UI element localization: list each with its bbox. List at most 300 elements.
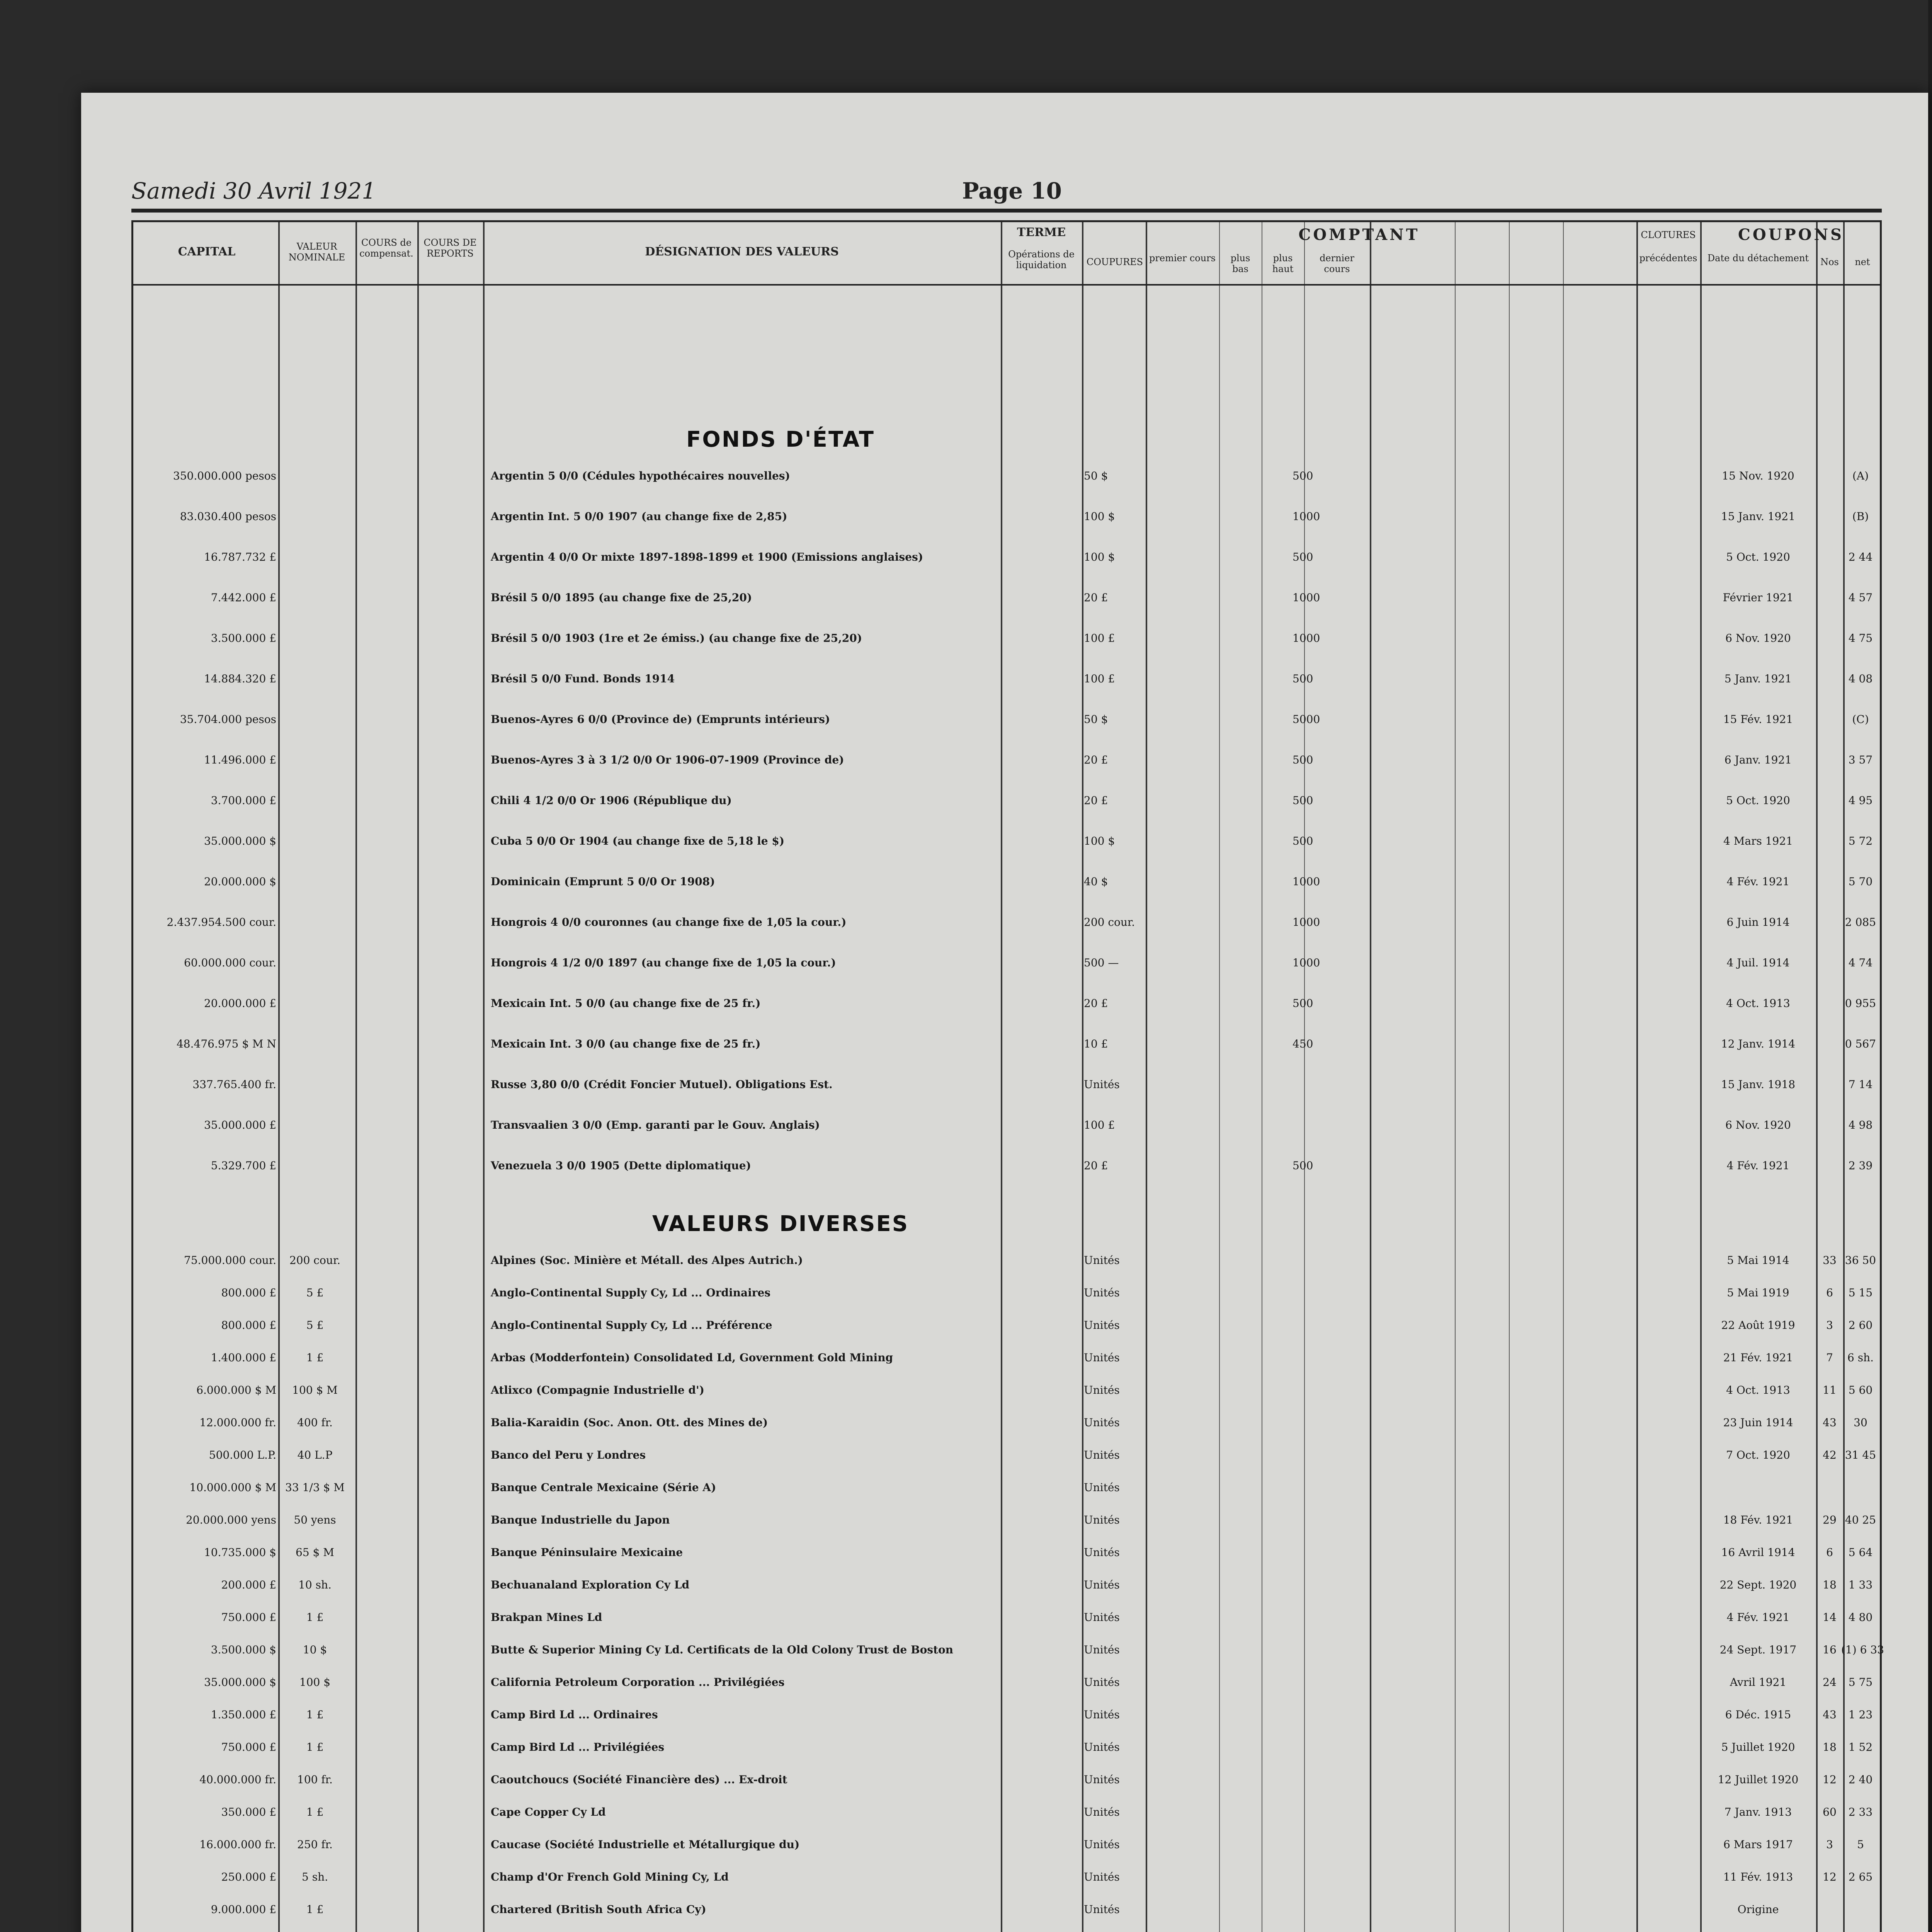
cell-designation: Venezuela 3 0/0 1905 (Dette diplomatique) — [491, 1159, 751, 1172]
cell-coupures: Unités — [1084, 1903, 1120, 1916]
col-cours-compensation: COURS de compensat. — [359, 237, 413, 259]
table-row — [133, 672, 1880, 696]
cell-dernier: 5000 — [1293, 713, 1320, 726]
cell-net: 5 72 — [1848, 835, 1873, 847]
cell-capital: 750.000 £ — [221, 1741, 276, 1753]
cell-capital: 350.000 £ — [221, 1806, 276, 1818]
col-plus-haut: plus haut — [1272, 253, 1294, 274]
cell-net: 4 80 — [1848, 1611, 1873, 1624]
cell-net: 5 60 — [1848, 1384, 1873, 1396]
cell-capital: 20.000.000 $ — [204, 875, 276, 888]
cell-net: 7 14 — [1848, 1078, 1873, 1091]
cell-no: 3 — [1826, 1319, 1833, 1332]
cell-date: 6 Déc. 1915 — [1725, 1708, 1791, 1721]
table-row — [133, 1611, 1880, 1634]
table-row — [133, 1078, 1880, 1101]
section-valeurs-diverses: VALEURS DIVERSES — [652, 1211, 909, 1236]
cell-net: 4 98 — [1848, 1119, 1873, 1131]
cell-coupures: 100 £ — [1084, 1119, 1115, 1131]
cell-dernier: 500 — [1293, 997, 1313, 1010]
cell-no: 33 — [1823, 1254, 1837, 1267]
cell-capital: 800.000 £ — [221, 1286, 276, 1299]
cell-nominale: 100 $ M — [292, 1384, 338, 1396]
cell-capital: 35.000.000 £ — [204, 1119, 276, 1131]
cell-capital: 200.000 £ — [221, 1578, 276, 1591]
cell-designation: Mexicain Int. 5 0/0 (au change fixe de 25 fr.) — [491, 997, 761, 1010]
cell-date: 6 Nov. 1920 — [1725, 1119, 1791, 1131]
cell-designation: Russe 3,80 0/0 (Crédit Foncier Mutuel). Obligations Est. — [491, 1078, 833, 1091]
col-dernier-cours: dernier cours — [1320, 253, 1354, 274]
cell-capital: 35.000.000 $ — [204, 835, 276, 847]
cell-designation: Mexicain Int. 3 0/0 (au change fixe de 25 fr.) — [491, 1037, 761, 1050]
cell-coupures: Unités — [1084, 1773, 1120, 1786]
cell-date: 12 Janv. 1914 — [1721, 1037, 1796, 1050]
col-nos: Nos — [1820, 257, 1839, 267]
table-row — [133, 997, 1880, 1020]
cell-coupures: 20 £ — [1084, 753, 1108, 766]
col-cours-reports: COURS DE REPORTS — [423, 237, 477, 259]
cell-date: 6 Juin 1914 — [1726, 916, 1790, 929]
cell-designation: Hongrois 4 1/2 0/0 1897 (au change fixe de 1,05 la cour.) — [491, 956, 836, 969]
cell-dernier: 1000 — [1293, 632, 1320, 645]
cell-capital: 3.700.000 £ — [211, 794, 276, 807]
cell-date: 4 Fév. 1921 — [1726, 1611, 1790, 1624]
cell-date: 15 Fév. 1921 — [1723, 713, 1793, 726]
table-row — [133, 1773, 1880, 1796]
cell-date: 4 Fév. 1921 — [1726, 1159, 1790, 1172]
cell-net: 31 45 — [1845, 1449, 1876, 1461]
cell-capital: 5.329.700 £ — [211, 1159, 276, 1172]
cell-dernier: 500 — [1293, 835, 1313, 847]
col-date-detachement: Date du détachement — [1707, 253, 1809, 264]
col-coupures: COUPURES — [1086, 257, 1143, 267]
cell-designation: Dominicain (Emprunt 5 0/0 Or 1908) — [491, 875, 715, 888]
cell-dernier: 1000 — [1293, 956, 1320, 969]
cell-designation: Buenos-Ayres 6 0/0 (Province de) (Emprunts intérieurs) — [491, 713, 830, 726]
cell-coupures: 20 £ — [1084, 1159, 1108, 1172]
cell-dernier: 1000 — [1293, 875, 1320, 888]
table-row — [133, 1578, 1880, 1602]
cell-designation: Brésil 5 0/0 1895 (au change fixe de 25,20) — [491, 591, 752, 604]
cell-capital: 75.000.000 cour. — [184, 1254, 276, 1267]
header-date: Samedi 30 Avril 1921 — [131, 178, 376, 204]
table-row — [133, 956, 1880, 980]
cell-net: 1 52 — [1848, 1741, 1873, 1753]
cell-capital: 20.000.000 £ — [204, 997, 276, 1010]
cell-coupures: Unités — [1084, 1481, 1120, 1494]
cell-capital: 350.000.000 pesos — [173, 469, 276, 482]
cell-date: Février 1921 — [1723, 591, 1794, 604]
cell-nominale: 1 £ — [306, 1708, 324, 1721]
table-row — [133, 1643, 1884, 1667]
cell-coupures: Unités — [1084, 1643, 1120, 1656]
table-row — [133, 1514, 1880, 1537]
cell-designation: Banque Centrale Mexicaine (Série A) — [491, 1481, 716, 1494]
cell-designation: Alpines (Soc. Minière et Métall. des Alpes Autrich.) — [491, 1254, 803, 1267]
table-row — [133, 1449, 1880, 1472]
table-row — [133, 1286, 1880, 1310]
cell-designation: Balia-Karaidin (Soc. Anon. Ott. des Mines de) — [491, 1416, 768, 1429]
cell-designation: Bechuanaland Exploration Cy Ld — [491, 1578, 690, 1591]
cell-coupures: 20 £ — [1084, 591, 1108, 604]
cell-no: 18 — [1823, 1578, 1837, 1591]
cell-designation: Brakpan Mines Ld — [491, 1611, 602, 1624]
cell-date: Origine — [1737, 1903, 1779, 1916]
cell-date: 6 Mars 1917 — [1723, 1838, 1793, 1851]
table-row — [133, 1037, 1880, 1061]
cell-date: 5 Mai 1914 — [1727, 1254, 1789, 1267]
quotation-table — [131, 220, 1882, 1932]
table-row — [133, 1806, 1880, 1829]
cell-dernier: 500 — [1293, 551, 1313, 563]
cell-net: 2 39 — [1848, 1159, 1873, 1172]
cell-coupures: 40 $ — [1084, 875, 1108, 888]
cell-net: 4 57 — [1848, 591, 1873, 604]
cell-coupures: 20 £ — [1084, 794, 1108, 807]
cell-no: 6 — [1826, 1286, 1833, 1299]
cell-capital: 3.500.000 $ — [211, 1643, 276, 1656]
cell-coupures: Unités — [1084, 1676, 1120, 1689]
cell-date: 22 Sept. 1920 — [1719, 1578, 1797, 1591]
cell-date: 5 Juillet 1920 — [1721, 1741, 1795, 1753]
cell-coupures: Unités — [1084, 1546, 1120, 1559]
cell-nominale: 40 L.P — [297, 1449, 333, 1461]
col-designation: DÉSIGNATION DES VALEURS — [645, 245, 839, 259]
cell-date: 4 Fév. 1921 — [1726, 875, 1790, 888]
cell-dernier: 500 — [1293, 1159, 1313, 1172]
table-row — [133, 1676, 1880, 1699]
cell-net: 5 — [1857, 1838, 1864, 1851]
cell-date: 5 Janv. 1921 — [1724, 672, 1792, 685]
cell-nominale: 50 yens — [294, 1514, 336, 1526]
cell-capital: 12.000.000 fr. — [199, 1416, 276, 1429]
cell-no: 18 — [1823, 1741, 1837, 1753]
table-row — [133, 1254, 1880, 1277]
cell-net: (C) — [1852, 713, 1869, 726]
cell-designation: Chili 4 1/2 0/0 Or 1906 (République du) — [491, 794, 732, 807]
cell-net: 2 44 — [1848, 551, 1873, 563]
cell-nominale: 1 £ — [306, 1741, 324, 1753]
header-page-number: Page 10 — [962, 178, 1062, 204]
cell-coupures: Unités — [1084, 1578, 1120, 1591]
cell-designation: Caoutchoucs (Société Financière des) ... Ex-droit — [491, 1773, 787, 1786]
cell-dernier: 450 — [1293, 1037, 1313, 1050]
cell-nominale: 100 fr. — [297, 1773, 333, 1786]
cell-date: 24 Sept. 1917 — [1719, 1643, 1797, 1656]
cell-designation: Atlixco (Compagnie Industrielle d') — [491, 1384, 704, 1396]
cell-nominale: 33 1/3 $ M — [285, 1481, 345, 1494]
cell-net: 30 — [1854, 1416, 1867, 1429]
cell-designation: Cape Copper Cy Ld — [491, 1806, 606, 1818]
cell-designation: Argentin 5 0/0 (Cédules hypothécaires nouvelles) — [491, 469, 790, 482]
cell-dernier: 500 — [1293, 672, 1313, 685]
cell-designation: Hongrois 4 0/0 couronnes (au change fixe de 1,05 la cour.) — [491, 916, 847, 929]
cell-coupures: Unités — [1084, 1611, 1120, 1624]
cell-date: Avril 1921 — [1730, 1676, 1787, 1689]
cell-designation: Banque Industrielle du Japon — [491, 1514, 670, 1526]
cell-net: 1 33 — [1848, 1578, 1873, 1591]
cell-designation: Camp Bird Ld ... Privilégiées — [491, 1741, 665, 1753]
cell-nominale: 5 sh. — [301, 1871, 328, 1883]
cell-capital: 1.350.000 £ — [211, 1708, 276, 1721]
cell-date: 7 Janv. 1913 — [1724, 1806, 1792, 1818]
cell-nominale: 1 £ — [306, 1611, 324, 1624]
cell-capital: 20.000.000 yens — [185, 1514, 276, 1526]
cell-date: 6 Nov. 1920 — [1725, 632, 1791, 645]
cell-capital: 2.437.954.500 cour. — [167, 916, 276, 929]
table-row — [133, 1546, 1880, 1569]
cell-no: 16 — [1823, 1643, 1837, 1656]
cell-net: 5 70 — [1848, 875, 1873, 888]
table-row — [133, 1119, 1880, 1142]
table-row — [133, 510, 1880, 533]
col-valeur-nominale: VALEUR NOMINALE — [288, 241, 345, 263]
col-comptant: COMPTANT — [1298, 226, 1420, 244]
table-row — [133, 794, 1880, 817]
cell-coupures: Unités — [1084, 1351, 1120, 1364]
cell-coupures: 100 $ — [1084, 551, 1115, 563]
table-row — [133, 1351, 1880, 1374]
cell-designation: California Petroleum Corporation ... Privilégiées — [491, 1676, 785, 1689]
cell-coupures: 20 £ — [1084, 997, 1108, 1010]
table-row — [133, 1741, 1880, 1764]
cell-capital: 40.000.000 fr. — [199, 1773, 276, 1786]
cell-coupures: 50 $ — [1084, 713, 1108, 726]
cell-capital: 1.400.000 £ — [211, 1351, 276, 1364]
col-precedentes: précédentes — [1639, 253, 1697, 264]
col-capital: CAPITAL — [178, 245, 236, 259]
cell-capital: 35.000.000 $ — [204, 1676, 276, 1689]
table-row — [133, 713, 1880, 736]
cell-net: 5 75 — [1848, 1676, 1873, 1689]
cell-date: 4 Oct. 1913 — [1726, 1384, 1790, 1396]
cell-capital: 16.000.000 fr. — [199, 1838, 276, 1851]
cell-no: 42 — [1823, 1449, 1837, 1461]
cell-date: 11 Fév. 1913 — [1723, 1871, 1793, 1883]
cell-net: 2 65 — [1848, 1871, 1873, 1883]
cell-date: 15 Nov. 1920 — [1722, 469, 1794, 482]
table-row — [133, 1319, 1880, 1342]
cell-capital: 35.704.000 pesos — [180, 713, 276, 726]
cell-capital: 83.030.400 pesos — [180, 510, 276, 523]
cell-net: 2 60 — [1848, 1319, 1873, 1332]
cell-no: 11 — [1823, 1384, 1837, 1396]
cell-capital: 48.476.975 $ M N — [176, 1037, 276, 1050]
cell-net: 2 33 — [1848, 1806, 1873, 1818]
cell-coupures: Unités — [1084, 1286, 1120, 1299]
cell-capital: 337.765.400 fr. — [192, 1078, 276, 1091]
table-row — [133, 1416, 1880, 1439]
header-bottom-rule — [133, 284, 1880, 286]
col-clotures: CLOTURES — [1641, 230, 1696, 240]
cell-coupures: 100 $ — [1084, 835, 1115, 847]
cell-coupures: 100 £ — [1084, 672, 1115, 685]
cell-capital: 6.000.000 $ M — [196, 1384, 276, 1396]
cell-coupures: Unités — [1084, 1838, 1120, 1851]
table-row — [133, 1384, 1880, 1407]
cell-designation: Cuba 5 0/0 Or 1904 (au change fixe de 5,18 le $) — [491, 835, 785, 847]
cell-no: 29 — [1823, 1514, 1837, 1526]
table-row — [133, 1481, 1880, 1504]
cell-coupures: Unités — [1084, 1514, 1120, 1526]
cell-date: 22 Août 1919 — [1721, 1319, 1795, 1332]
table-row — [133, 551, 1880, 574]
cell-net: 4 95 — [1848, 794, 1873, 807]
cell-dernier: 1000 — [1293, 916, 1320, 929]
cell-no: 43 — [1823, 1416, 1837, 1429]
table-row — [133, 1159, 1880, 1182]
cell-no: 43 — [1823, 1708, 1837, 1721]
cell-designation: Caucase (Société Industrielle et Métallurgique du) — [491, 1838, 800, 1851]
cell-capital: 16.787.732 £ — [204, 551, 276, 563]
col-plus-bas: plus bas — [1230, 253, 1250, 274]
cell-net: 1 23 — [1848, 1708, 1873, 1721]
table-row — [133, 835, 1880, 858]
cell-dernier: 500 — [1293, 794, 1313, 807]
cell-net: 4 08 — [1848, 672, 1873, 685]
table-row — [133, 1708, 1880, 1731]
cell-coupures: Unités — [1084, 1741, 1120, 1753]
table-row — [133, 916, 1880, 939]
cell-net: (A) — [1852, 469, 1869, 482]
cell-net: 0 567 — [1845, 1037, 1876, 1050]
cell-nominale: 10 sh. — [298, 1578, 332, 1591]
cell-nominale: 250 fr. — [297, 1838, 333, 1851]
cell-capital: 7.442.000 £ — [211, 591, 276, 604]
cell-no: 12 — [1823, 1871, 1837, 1883]
cell-coupures: 100 £ — [1084, 632, 1115, 645]
cell-net: 0 955 — [1845, 997, 1876, 1010]
cell-date: 7 Oct. 1920 — [1726, 1449, 1790, 1461]
newspaper-page — [81, 93, 1928, 1932]
cell-coupures: Unités — [1084, 1449, 1120, 1461]
header-rule — [131, 209, 1882, 213]
cell-coupures: Unités — [1084, 1416, 1120, 1429]
cell-dernier: 1000 — [1293, 510, 1320, 523]
cell-nominale: 100 $ — [299, 1676, 331, 1689]
cell-date: 5 Oct. 1920 — [1726, 794, 1790, 807]
cell-designation: Banque Péninsulaire Mexicaine — [491, 1546, 683, 1559]
cell-net: 40 25 — [1845, 1514, 1876, 1526]
cell-coupures: 10 £ — [1084, 1037, 1108, 1050]
cell-designation: Argentin 4 0/0 Or mixte 1897-1898-1899 et 1900 (Emissions anglaises) — [491, 551, 923, 563]
cell-coupures: Unités — [1084, 1708, 1120, 1721]
cell-capital: 250.000 £ — [221, 1871, 276, 1883]
cell-date: 5 Oct. 1920 — [1726, 551, 1790, 563]
cell-date: 4 Juil. 1914 — [1726, 956, 1790, 969]
cell-coupures: 100 $ — [1084, 510, 1115, 523]
cell-capital: 60.000.000 cour. — [184, 956, 276, 969]
cell-designation: Argentin Int. 5 0/0 1907 (au change fixe de 2,85) — [491, 510, 787, 523]
cell-capital: 11.496.000 £ — [204, 753, 276, 766]
cell-date: 15 Janv. 1921 — [1721, 510, 1796, 523]
table-row — [133, 1903, 1880, 1926]
cell-capital: 500.000 L.P. — [209, 1449, 276, 1461]
cell-designation: Chartered (British South Africa Cy) — [491, 1903, 706, 1916]
cell-nominale: 5 £ — [306, 1286, 324, 1299]
cell-no: 14 — [1823, 1611, 1837, 1624]
cell-nominale: 200 cour. — [289, 1254, 341, 1267]
cell-date: 6 Janv. 1921 — [1724, 753, 1792, 766]
cell-net: 5 64 — [1848, 1546, 1873, 1559]
cell-nominale: 1 £ — [306, 1903, 324, 1916]
table-row — [133, 469, 1880, 493]
cell-date: 4 Oct. 1913 — [1726, 997, 1790, 1010]
scanner-spine — [0, 0, 81, 1932]
cell-no: 60 — [1823, 1806, 1837, 1818]
cell-net: 3 57 — [1848, 753, 1873, 766]
table-row — [133, 753, 1880, 777]
cell-date: 23 Juin 1914 — [1723, 1416, 1793, 1429]
cell-designation: Brésil 5 0/0 Fund. Bonds 1914 — [491, 672, 675, 685]
scanner-edge — [1928, 0, 1932, 1932]
table-row — [133, 632, 1880, 655]
cell-designation: Butte & Superior Mining Cy Ld. Certificats de la Old Colony Trust de Boston — [491, 1643, 954, 1656]
section-fonds-etat: FONDS D'ÉTAT — [686, 427, 875, 452]
cell-net: (1) 6 33 — [1841, 1643, 1884, 1656]
cell-date: 18 Fév. 1921 — [1723, 1514, 1793, 1526]
cell-dernier: 1000 — [1293, 591, 1320, 604]
cell-designation: Brésil 5 0/0 1903 (1re et 2e émiss.) (au change fixe de 25,20) — [491, 632, 862, 645]
cell-capital: 10.000.000 $ M — [189, 1481, 276, 1494]
cell-no: 12 — [1823, 1773, 1837, 1786]
cell-capital: 3.500.000 £ — [211, 632, 276, 645]
table-row — [133, 1871, 1880, 1894]
table-row — [133, 591, 1880, 614]
col-terme: TERME — [1017, 226, 1066, 239]
table-row — [133, 1838, 1880, 1861]
cell-net: 4 75 — [1848, 632, 1873, 645]
cell-no: 24 — [1823, 1676, 1837, 1689]
cell-nominale: 65 $ M — [296, 1546, 334, 1559]
cell-net: 2 40 — [1848, 1773, 1873, 1786]
cell-no: 6 — [1826, 1546, 1833, 1559]
cell-net: 6 sh. — [1847, 1351, 1874, 1364]
cell-designation: Anglo-Continental Supply Cy, Ld ... Ordinaires — [491, 1286, 771, 1299]
cell-coupures: 200 cour. — [1084, 916, 1135, 929]
cell-nominale: 400 fr. — [297, 1416, 333, 1429]
cell-designation: Anglo-Continental Supply Cy, Ld ... Préférence — [491, 1319, 772, 1332]
cell-coupures: Unités — [1084, 1319, 1120, 1332]
col-operations: Opérations de liquidation — [1008, 249, 1075, 270]
table-row — [133, 875, 1880, 898]
cell-net: 5 15 — [1848, 1286, 1873, 1299]
cell-dernier: 500 — [1293, 469, 1313, 482]
cell-coupures: Unités — [1084, 1078, 1120, 1091]
cell-capital: 14.884.320 £ — [204, 672, 276, 685]
cell-designation: Arbas (Modderfontein) Consolidated Ld, Government Gold Mining — [491, 1351, 893, 1364]
cell-designation: Banco del Peru y Londres — [491, 1449, 646, 1461]
cell-designation: Transvaalien 3 0/0 (Emp. garanti par le Gouv. Anglais) — [491, 1119, 820, 1131]
cell-nominale: 1 £ — [306, 1351, 324, 1364]
cell-coupures: 500 — — [1084, 956, 1119, 969]
col-net: net — [1855, 257, 1870, 267]
cell-coupures: 50 $ — [1084, 469, 1108, 482]
cell-date: 12 Juillet 1920 — [1718, 1773, 1799, 1786]
cell-dernier: 500 — [1293, 753, 1313, 766]
cell-designation: Buenos-Ayres 3 à 3 1/2 0/0 Or 1906-07-1909 (Province de) — [491, 753, 844, 766]
cell-coupures: Unités — [1084, 1254, 1120, 1267]
cell-net: 36 50 — [1845, 1254, 1876, 1267]
cell-net: 4 74 — [1848, 956, 1873, 969]
cell-nominale: 1 £ — [306, 1806, 324, 1818]
cell-date: 5 Mai 1919 — [1727, 1286, 1789, 1299]
cell-date: 15 Janv. 1918 — [1721, 1078, 1796, 1091]
cell-date: 21 Fév. 1921 — [1723, 1351, 1793, 1364]
cell-capital: 800.000 £ — [221, 1319, 276, 1332]
cell-capital: 10.735.000 $ — [204, 1546, 276, 1559]
cell-designation: Camp Bird Ld ... Ordinaires — [491, 1708, 658, 1721]
